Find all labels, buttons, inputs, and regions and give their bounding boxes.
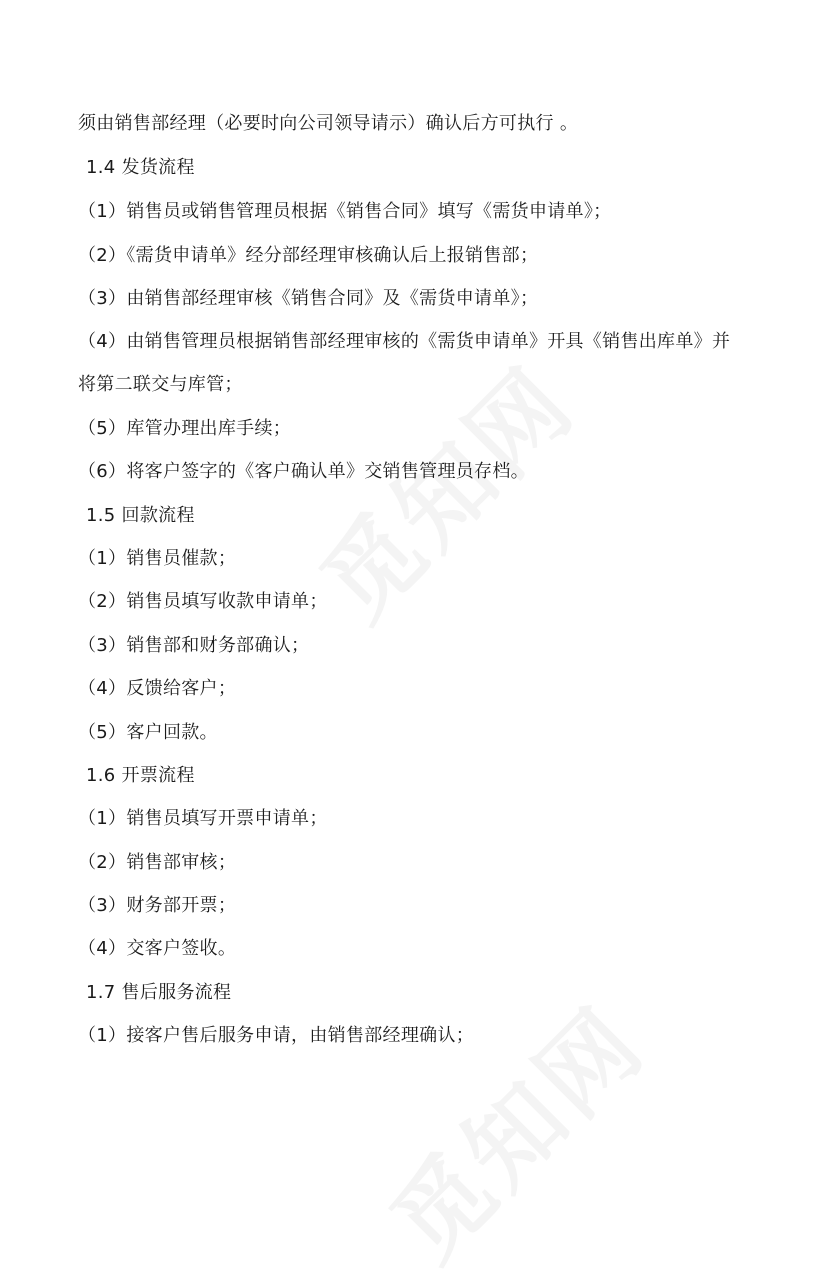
section-heading: 1.5 回款流程 xyxy=(86,505,195,526)
list-item: （3）销售部和财务部确认； xyxy=(78,635,310,656)
watermark xyxy=(286,332,599,645)
list-item: （4）反馈给客户； xyxy=(78,678,237,699)
section-heading: 1.7 售后服务流程 xyxy=(86,982,232,1003)
list-item: （6）将客户签字的《客户确认单》交销售管理员存档。 xyxy=(78,461,529,482)
list-item: （2）销售部审核； xyxy=(78,852,237,873)
list-item: （3）由销售部经理审核《销售合同》及《需货申请单》； xyxy=(78,288,539,309)
list-item: （1）销售员或销售管理员根据《销售合同》填写《需货申请单》； xyxy=(78,201,612,222)
paragraph-line: 将第二联交与库管； xyxy=(78,374,243,395)
list-item: （1）销售员催款； xyxy=(78,548,237,569)
list-item: （5）客户回款。 xyxy=(78,722,218,743)
list-item: （1）销售员填写开票申请单； xyxy=(78,808,328,829)
list-item: （2）销售员填写收款申请单； xyxy=(78,591,328,612)
paragraph-line: 须由销售部经理（必要时向公司领导请示）确认后方可执行 。 xyxy=(78,113,579,134)
section-heading: 1.4 发货流程 xyxy=(86,157,195,178)
list-item: （4）交客户签收。 xyxy=(78,938,237,959)
section-heading: 1.6 开票流程 xyxy=(86,765,195,786)
list-item: （2）《需货申请单》经分部经理审核确认后上报销售部； xyxy=(78,245,539,266)
list-item: （1）接客户售后服务申请，由销售部经理确认； xyxy=(78,1025,475,1046)
list-item: （4）由销售管理员根据销售部经理审核的《需货申请单》开具《销售出库单》并 xyxy=(78,331,731,352)
list-item: （3）财务部开票； xyxy=(78,895,237,916)
watermark xyxy=(356,972,669,1285)
list-item: （5）库管办理出库手续； xyxy=(78,418,292,439)
